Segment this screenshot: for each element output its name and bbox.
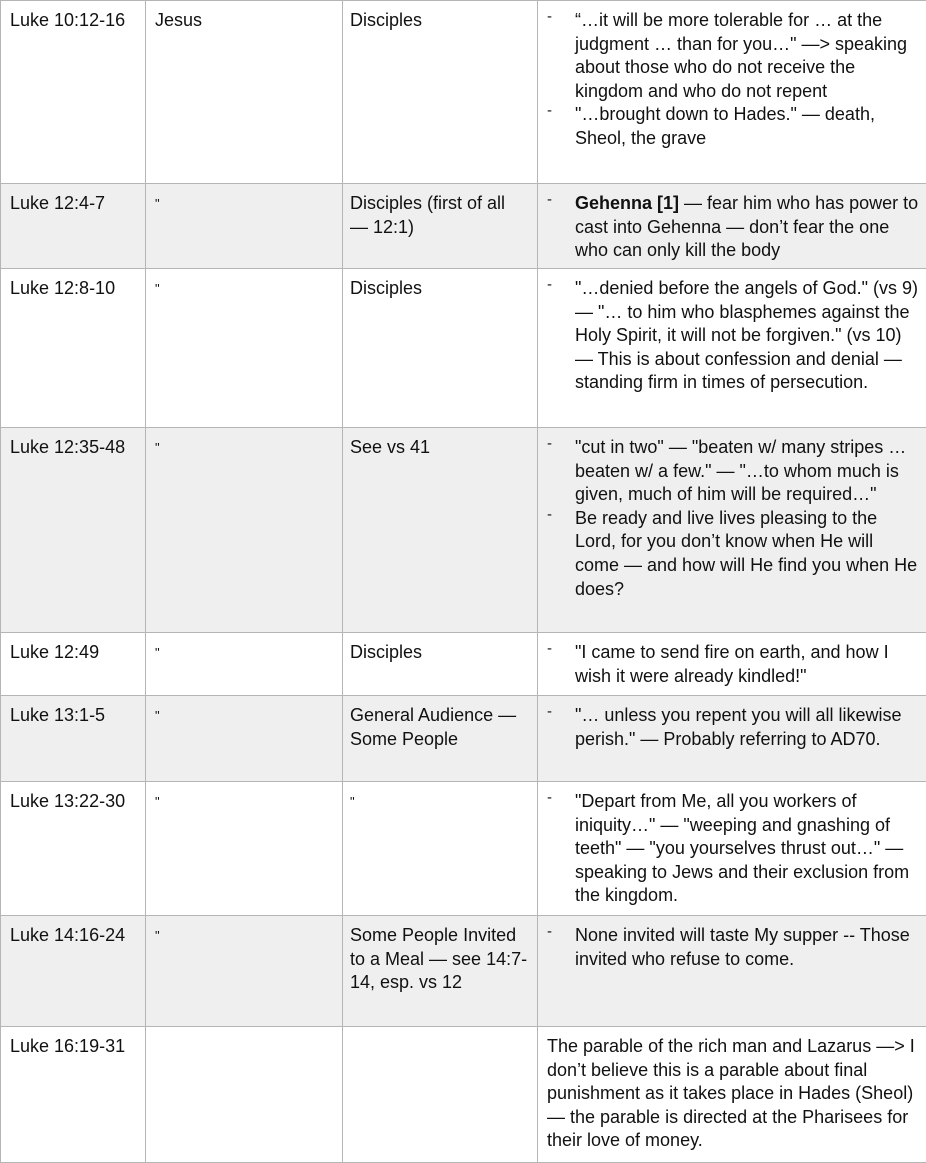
bullet-dash-icon: - bbox=[547, 99, 552, 123]
notes-cell bbox=[538, 696, 926, 782]
bullet-dash-icon: - bbox=[547, 637, 552, 661]
list-item: - Be ready and live lives pleasing to the Lord, for you don’t know when He will come — and how will He find you when He does? bbox=[547, 507, 920, 601]
passage-cell: Luke 13:1-5 bbox=[1, 696, 146, 782]
table-row bbox=[1, 696, 926, 782]
audience-cell: " bbox=[343, 782, 538, 916]
list-item: - "cut in two" — "beaten w/ many stripes … beaten w/ a few." — "…to whom much is given, much of him will be required…" bbox=[547, 436, 920, 507]
passage-cell: Luke 16:19-31 bbox=[1, 1027, 146, 1163]
bullet-dash-icon: - bbox=[547, 273, 552, 297]
passage-cell: Luke 12:4-7 bbox=[1, 184, 146, 269]
table-row bbox=[1, 916, 926, 1027]
passage-cell: Luke 12:8-10 bbox=[1, 269, 146, 428]
table-row bbox=[1, 633, 926, 696]
audience-cell: See vs 41 bbox=[343, 428, 538, 633]
passage-cell: Luke 10:12-16 bbox=[1, 1, 146, 184]
audience-cell: Disciples bbox=[343, 633, 538, 696]
speaker-cell: " bbox=[146, 782, 343, 916]
bullet-dash-icon: - bbox=[547, 503, 552, 527]
speaker-cell bbox=[146, 1027, 343, 1163]
passage-cell: Luke 12:49 bbox=[1, 633, 146, 696]
passage-cell: Luke 14:16-24 bbox=[1, 916, 146, 1027]
table-row bbox=[1, 184, 926, 269]
list-item: - None invited will taste My supper -- Those invited who refuse to come. bbox=[547, 924, 920, 971]
list-item: - "Depart from Me, all you workers of iniquity…" — "weeping and gnashing of teeth" — "you yourselves thrust out…" — speaking to Jews and their exclusion from the kingdom. bbox=[547, 790, 920, 908]
audience-cell: Disciples (first of all — 12:1) bbox=[343, 184, 538, 269]
list-item: - “…it will be more tolerable for … at the judgment … than for you…" —> speaking about those who do not receive the kingdom and who do not repent bbox=[547, 9, 920, 103]
list-item: - Gehenna [1] — fear him who has power to cast into Gehenna — don’t fear the one who can only kill the body bbox=[547, 192, 920, 263]
bullet-dash-icon: - bbox=[547, 432, 552, 456]
audience-cell bbox=[343, 1027, 538, 1163]
audience-cell: General Audience — Some People bbox=[343, 696, 538, 782]
list-item: - "I came to send fire on earth, and how I wish it were already kindled!" bbox=[547, 641, 920, 688]
speaker-cell: " bbox=[146, 184, 343, 269]
passage-cell: Luke 12:35-48 bbox=[1, 428, 146, 633]
notes-cell: The parable of the rich man and Lazarus —> I don’t believe this is a parable about final punishment as it takes place in Hades (Sheol) — the parable is directed at the Pharisees for their love of money. bbox=[538, 1027, 926, 1163]
table-row bbox=[1, 269, 926, 428]
speaker-cell: " bbox=[146, 696, 343, 782]
speaker-cell: " bbox=[146, 269, 343, 428]
notes-cell bbox=[538, 184, 926, 269]
bullet-dash-icon: - bbox=[547, 700, 552, 724]
bullet-dash-icon: - bbox=[547, 786, 552, 810]
table-row bbox=[1, 1027, 926, 1163]
table-row bbox=[1, 1, 926, 184]
notes-cell bbox=[538, 269, 926, 428]
speaker-cell: " bbox=[146, 916, 343, 1027]
audience-cell: Some People Invited to a Meal — see 14:7-14, esp. vs 12 bbox=[343, 916, 538, 1027]
notes-cell bbox=[538, 428, 926, 633]
speaker-cell: " bbox=[146, 428, 343, 633]
table-row bbox=[1, 428, 926, 633]
notes-cell bbox=[538, 916, 926, 1027]
list-item: - "…denied before the angels of God." (vs 9) — "… to him who blasphemes against the Holy Spirit, it will not be forgiven." (vs 10) — This is about confession and denial — standing firm in times of persecution. bbox=[547, 277, 920, 395]
bullet-dash-icon: - bbox=[547, 920, 552, 944]
bullet-dash-icon: - bbox=[547, 5, 552, 29]
list-item: - "… unless you repent you will all likewise perish." — Probably referring to AD70. bbox=[547, 704, 920, 751]
speaker-cell: " bbox=[146, 633, 343, 696]
bullet-dash-icon: - bbox=[547, 188, 552, 212]
table-row bbox=[1, 782, 926, 916]
list-item: - "…brought down to Hades." — death, Sheol, the grave bbox=[547, 103, 920, 150]
notes-cell bbox=[538, 1, 926, 184]
notes-cell bbox=[538, 782, 926, 916]
audience-cell: Disciples bbox=[343, 269, 538, 428]
speaker-cell: Jesus bbox=[146, 1, 343, 184]
notes-cell bbox=[538, 633, 926, 696]
audience-cell: Disciples bbox=[343, 1, 538, 184]
passage-cell: Luke 13:22-30 bbox=[1, 782, 146, 916]
